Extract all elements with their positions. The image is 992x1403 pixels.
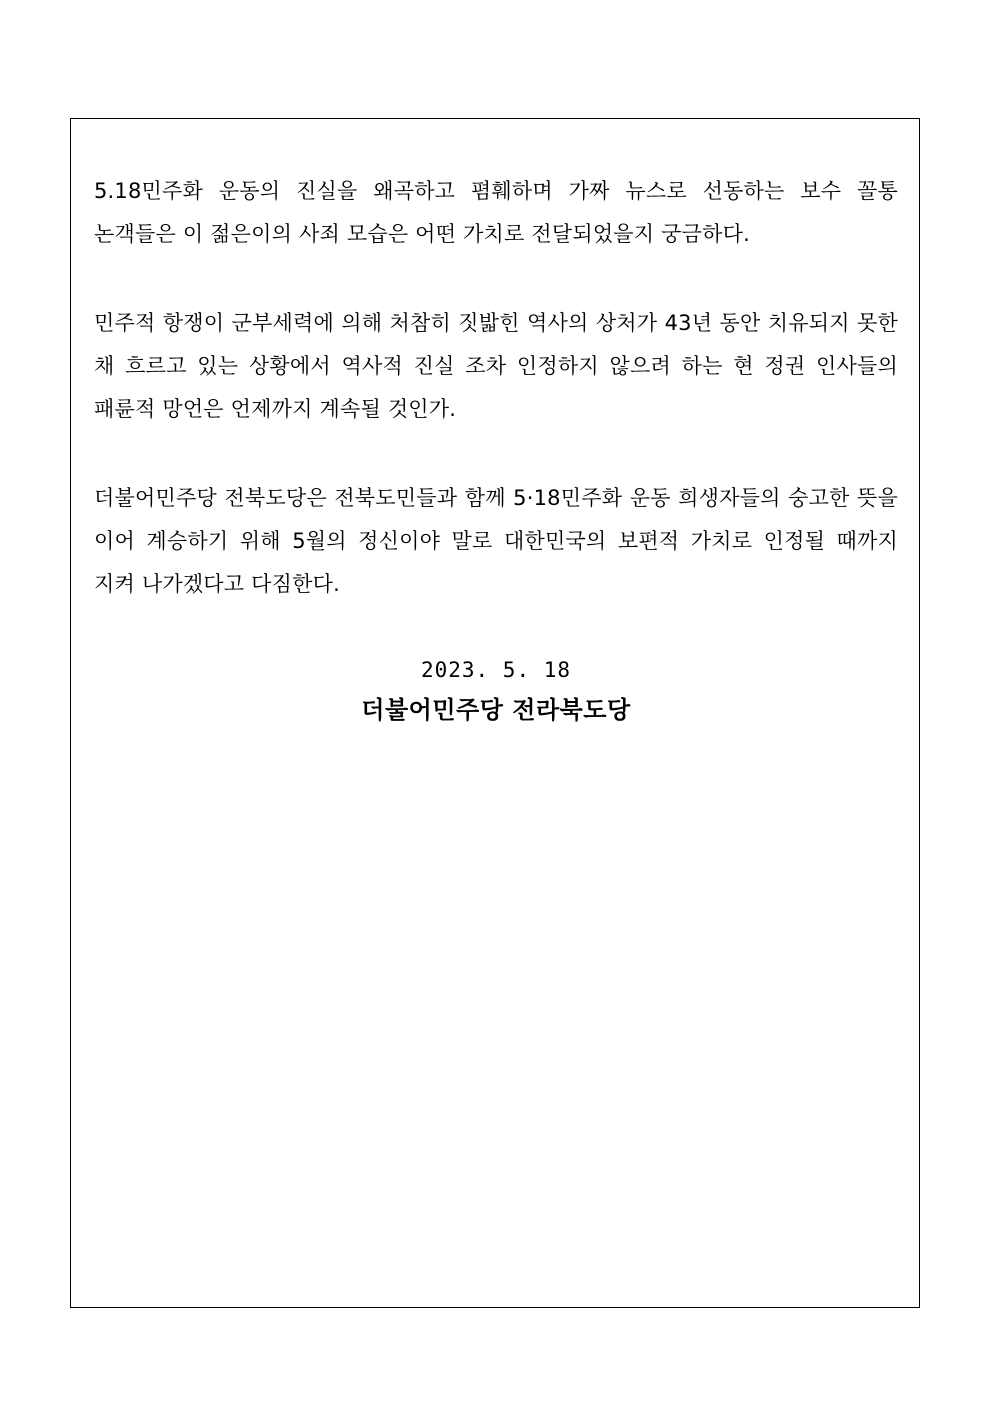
paragraph-3: 더불어민주당 전북도당은 전북도민들과 함께 5·18민주화 운동 희생자들의 숭고한 뜻을 이어 계승하기 위해 5월의 정신이야 말로 대한민국의 보편적 가치로 인정될 때까지 지켜 나가겠다고 다짐한다. bbox=[94, 486, 898, 596]
document-body bbox=[94, 170, 898, 652]
document-date: 2023. 5. 18 bbox=[420, 658, 572, 682]
document-signature: 더불어민주당 전라북도당 bbox=[361, 696, 631, 724]
paragraph-2: 민주적 항쟁이 군부세력에 의해 처참히 짓밟힌 역사의 상처가 43년 동안 치유되지 못한 채 흐르고 있는 상황에서 역사적 진실 조차 인정하지 않으려 하는 현 정권 인사들의 패륜적 망언은 언제까지 계속될 것인가. bbox=[94, 311, 898, 421]
paragraph-1: 5.18민주화 운동의 진실을 왜곡하고 폄훼하며 가짜 뉴스로 선동하는 보수 꼴통 논객들은 이 젊은이의 사죄 모습은 어떤 가치로 전달되었을지 궁금하다. bbox=[94, 179, 898, 246]
